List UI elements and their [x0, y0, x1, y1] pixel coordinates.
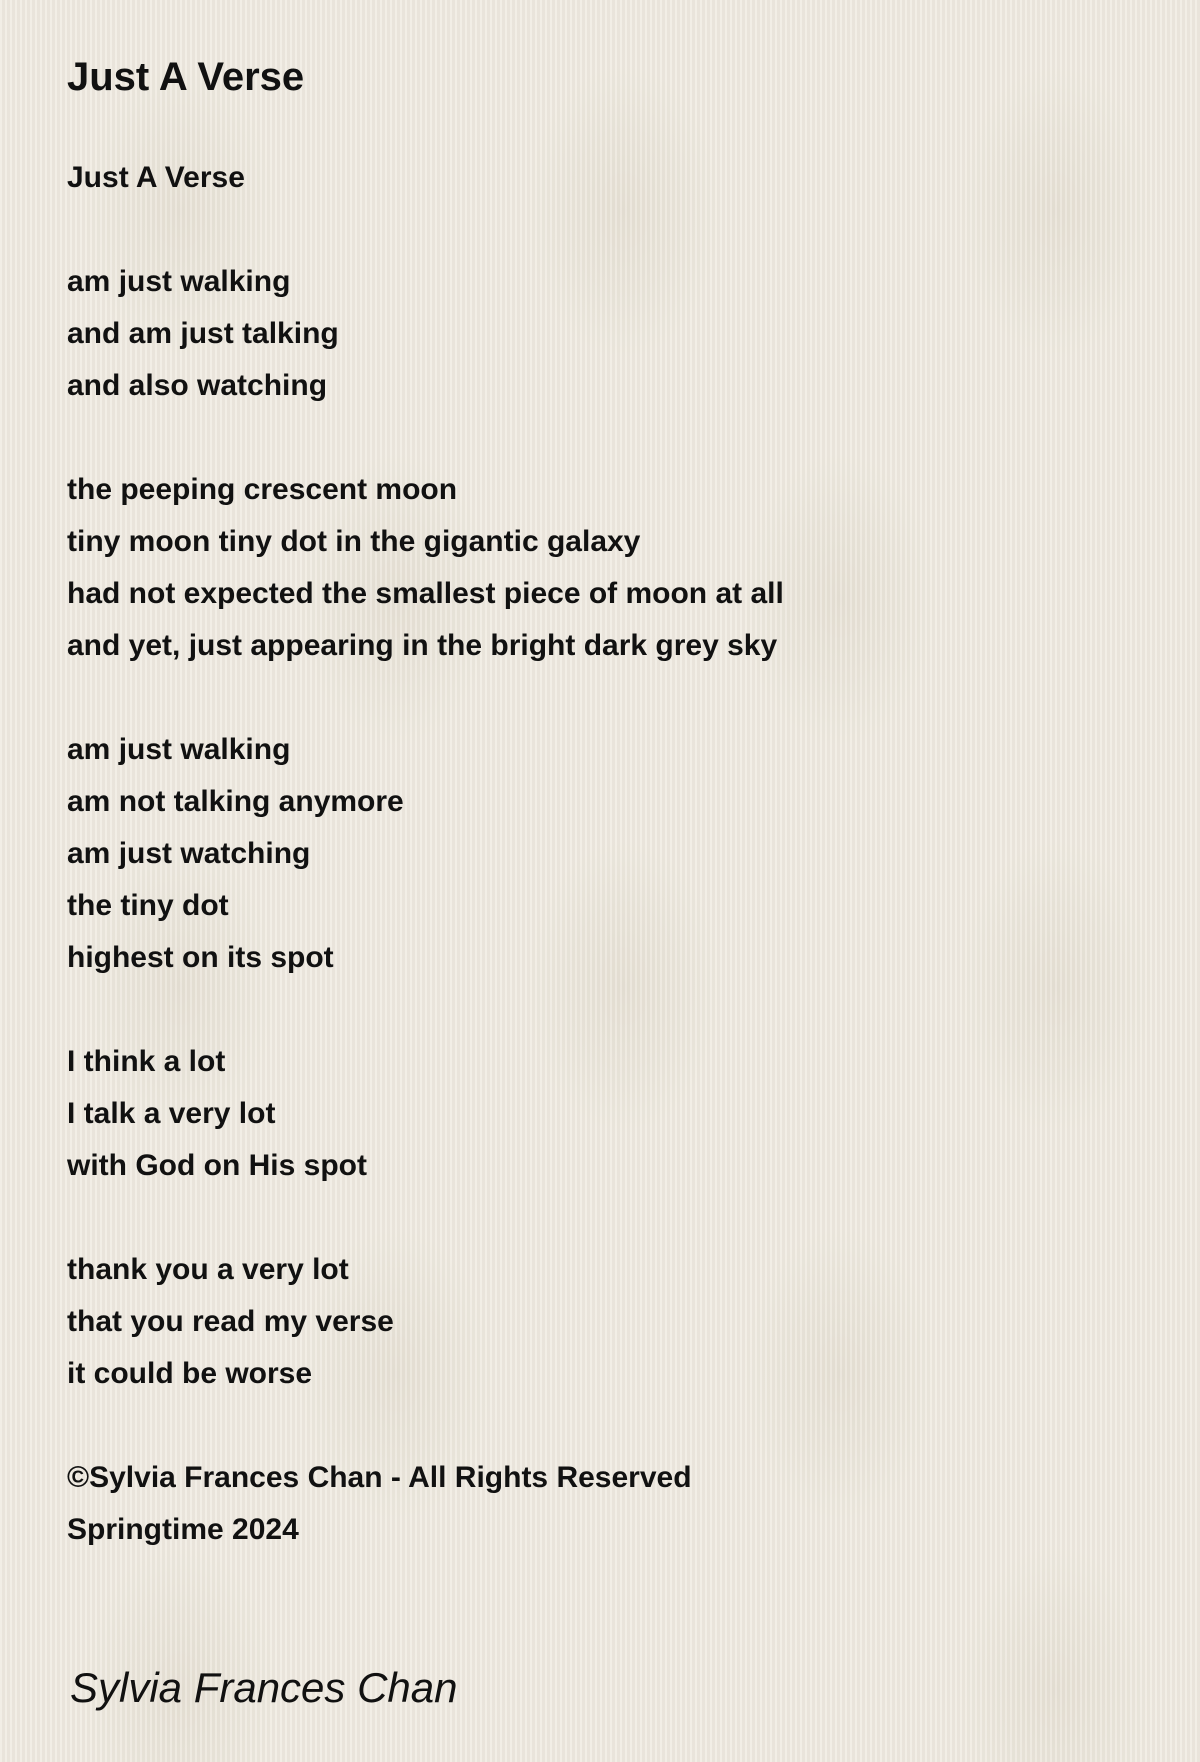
poem-line: am just walking	[67, 265, 291, 298]
poem-line: highest on its spot	[67, 941, 334, 974]
poem-line: thank you a very lot	[67, 1253, 349, 1286]
poem-line: I think a lot	[67, 1045, 226, 1078]
poem-line: am just watching	[67, 837, 311, 870]
poem-line: and am just talking	[67, 317, 339, 350]
poem-line: the tiny dot	[67, 889, 229, 922]
copyright-block	[67, 1452, 1147, 1556]
poem-date: Springtime 2024	[67, 1513, 299, 1546]
poem-page	[67, 50, 1147, 1608]
copyright-notice: ©Sylvia Frances Chan - All Rights Reserved	[67, 1461, 692, 1494]
poem-stanza	[67, 464, 1147, 672]
poem-line: I talk a very lot	[67, 1097, 276, 1130]
poem-line: had not expected the smallest piece of moon at all	[67, 577, 784, 610]
poem-line: with God on His spot	[67, 1149, 367, 1182]
poem-line: that you read my verse	[67, 1305, 394, 1338]
poem-stanza	[67, 1036, 1147, 1192]
poem-line: the peeping crescent moon	[67, 473, 458, 506]
poem-line: am not talking anymore	[67, 785, 404, 818]
poem-stanza	[67, 256, 1147, 412]
poem-title: Just A Verse	[67, 55, 305, 99]
poem-line: it could be worse	[67, 1357, 313, 1390]
poem-stanza	[67, 1244, 1147, 1400]
poem-line: tiny moon tiny dot in the gigantic galaxy	[67, 525, 641, 558]
poem-stanza	[67, 724, 1147, 984]
poem-body	[67, 152, 1147, 1556]
poem-line: am just walking	[67, 733, 291, 766]
author-signature: Sylvia Frances Chan	[70, 1664, 458, 1711]
poem-line: Just A Verse	[67, 161, 245, 194]
poem-stanza-heading	[67, 152, 1147, 204]
poem-line: and yet, just appearing in the bright dark grey sky	[67, 629, 778, 662]
poem-line: and also watching	[67, 369, 328, 402]
